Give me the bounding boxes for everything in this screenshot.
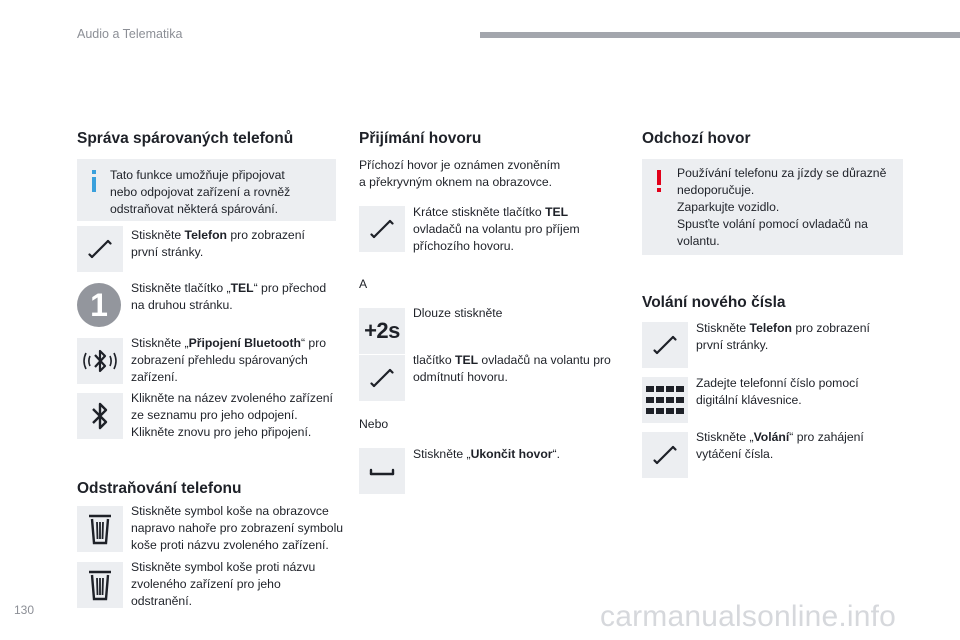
separator-a: A	[359, 277, 368, 291]
delete-step1-text: Stiskněte symbol koše na obrazovce napravo nahoře pro zobrazení symbolu koše proti názvu zvoleného zařízení.	[131, 504, 344, 552]
warning-note-text: Používání telefonu za jízdy se důrazně nedoporučuje. Zaparkujte vozidlo. Spusťte volání pomocí ovladačů na volantu.	[677, 166, 887, 248]
step-telefon-text: Stiskněte Telefon pro zobrazení první stránky.	[131, 228, 305, 259]
header-bar	[480, 32, 960, 38]
separator-or: Nebo	[359, 417, 389, 431]
page-number: 130	[14, 603, 35, 617]
delete-step2-text: Stiskněte symbol koše proti názvu zvoleného zařízení pro jeho odstranění.	[131, 560, 316, 608]
end-call-text: Stiskněte „Ukončit hovor“.	[413, 447, 560, 461]
header-section-title: Audio a Telematika	[77, 27, 183, 41]
warning-icon	[652, 169, 666, 193]
info-note	[77, 159, 336, 221]
reject-call-text: tlačítko TEL ovladačů na volantu pro odmítnutí hovoru.	[413, 353, 611, 384]
delete-phone-title: Odstraňování telefonu	[77, 480, 242, 497]
incoming-call-title: Přijímání hovoru	[359, 130, 482, 147]
long-press-icon	[359, 308, 405, 354]
step-tel-text: Stiskněte tlačítko „TEL“ pro přechod na druhou stránku.	[131, 281, 327, 312]
phone-handset-icon	[359, 355, 405, 401]
long-press-text: Dlouze stiskněte	[413, 306, 503, 320]
new-number-step3-text: Stiskněte „Volání“ pro zahájení vytáčení čísla.	[696, 430, 864, 461]
step-number-badge: 1	[77, 283, 121, 327]
phone-handset-icon	[77, 226, 123, 272]
accept-call-text: Krátce stiskněte tlačítko TEL ovladačů na volantu pro příjem příchozího hovoru.	[413, 205, 580, 253]
incoming-call-intro: Příchozí hovor je oznámen zvoněním a překryvným oknem na obrazovce.	[359, 158, 561, 189]
info-note-text: Tato funkce umožňuje připojovat nebo odpojovat zařízení a rovněž odstraňovat některá spárování.	[110, 168, 291, 216]
keypad-icon	[642, 377, 688, 423]
new-number-step1-text: Stiskněte Telefon pro zobrazení první stránky.	[696, 321, 870, 352]
bluetooth-icon	[77, 393, 123, 439]
outgoing-call-title: Odchozí hovor	[642, 130, 751, 147]
phone-handset-icon	[359, 206, 405, 252]
new-number-step2-text: Zadejte telefonní číslo pomocí digitální klávesnice.	[696, 376, 859, 407]
phone-handset-icon	[642, 322, 688, 368]
phone-handset-icon	[642, 432, 688, 478]
new-number-title: Volání nového čísla	[642, 294, 786, 311]
info-icon	[87, 169, 101, 193]
step-bluetooth-connection-text: Stiskněte „Připojení Bluetooth“ pro zobrazení přehledu spárovaných zařízení.	[131, 336, 327, 384]
trash-icon	[77, 562, 123, 608]
long-press-label: +2s	[364, 318, 400, 343]
warning-note	[642, 159, 903, 255]
bluetooth-search-icon	[77, 338, 123, 384]
watermark: carmanualsonline.info	[600, 600, 897, 633]
pairing-management-title: Správa spárovaných telefonů	[77, 130, 294, 147]
step-device-toggle-text: Klikněte na název zvoleného zařízení ze seznamu pro jeho odpojení. Klikněte znovu pro jeho připojení.	[131, 391, 333, 439]
trash-icon	[77, 506, 123, 552]
hang-up-icon	[359, 448, 405, 494]
